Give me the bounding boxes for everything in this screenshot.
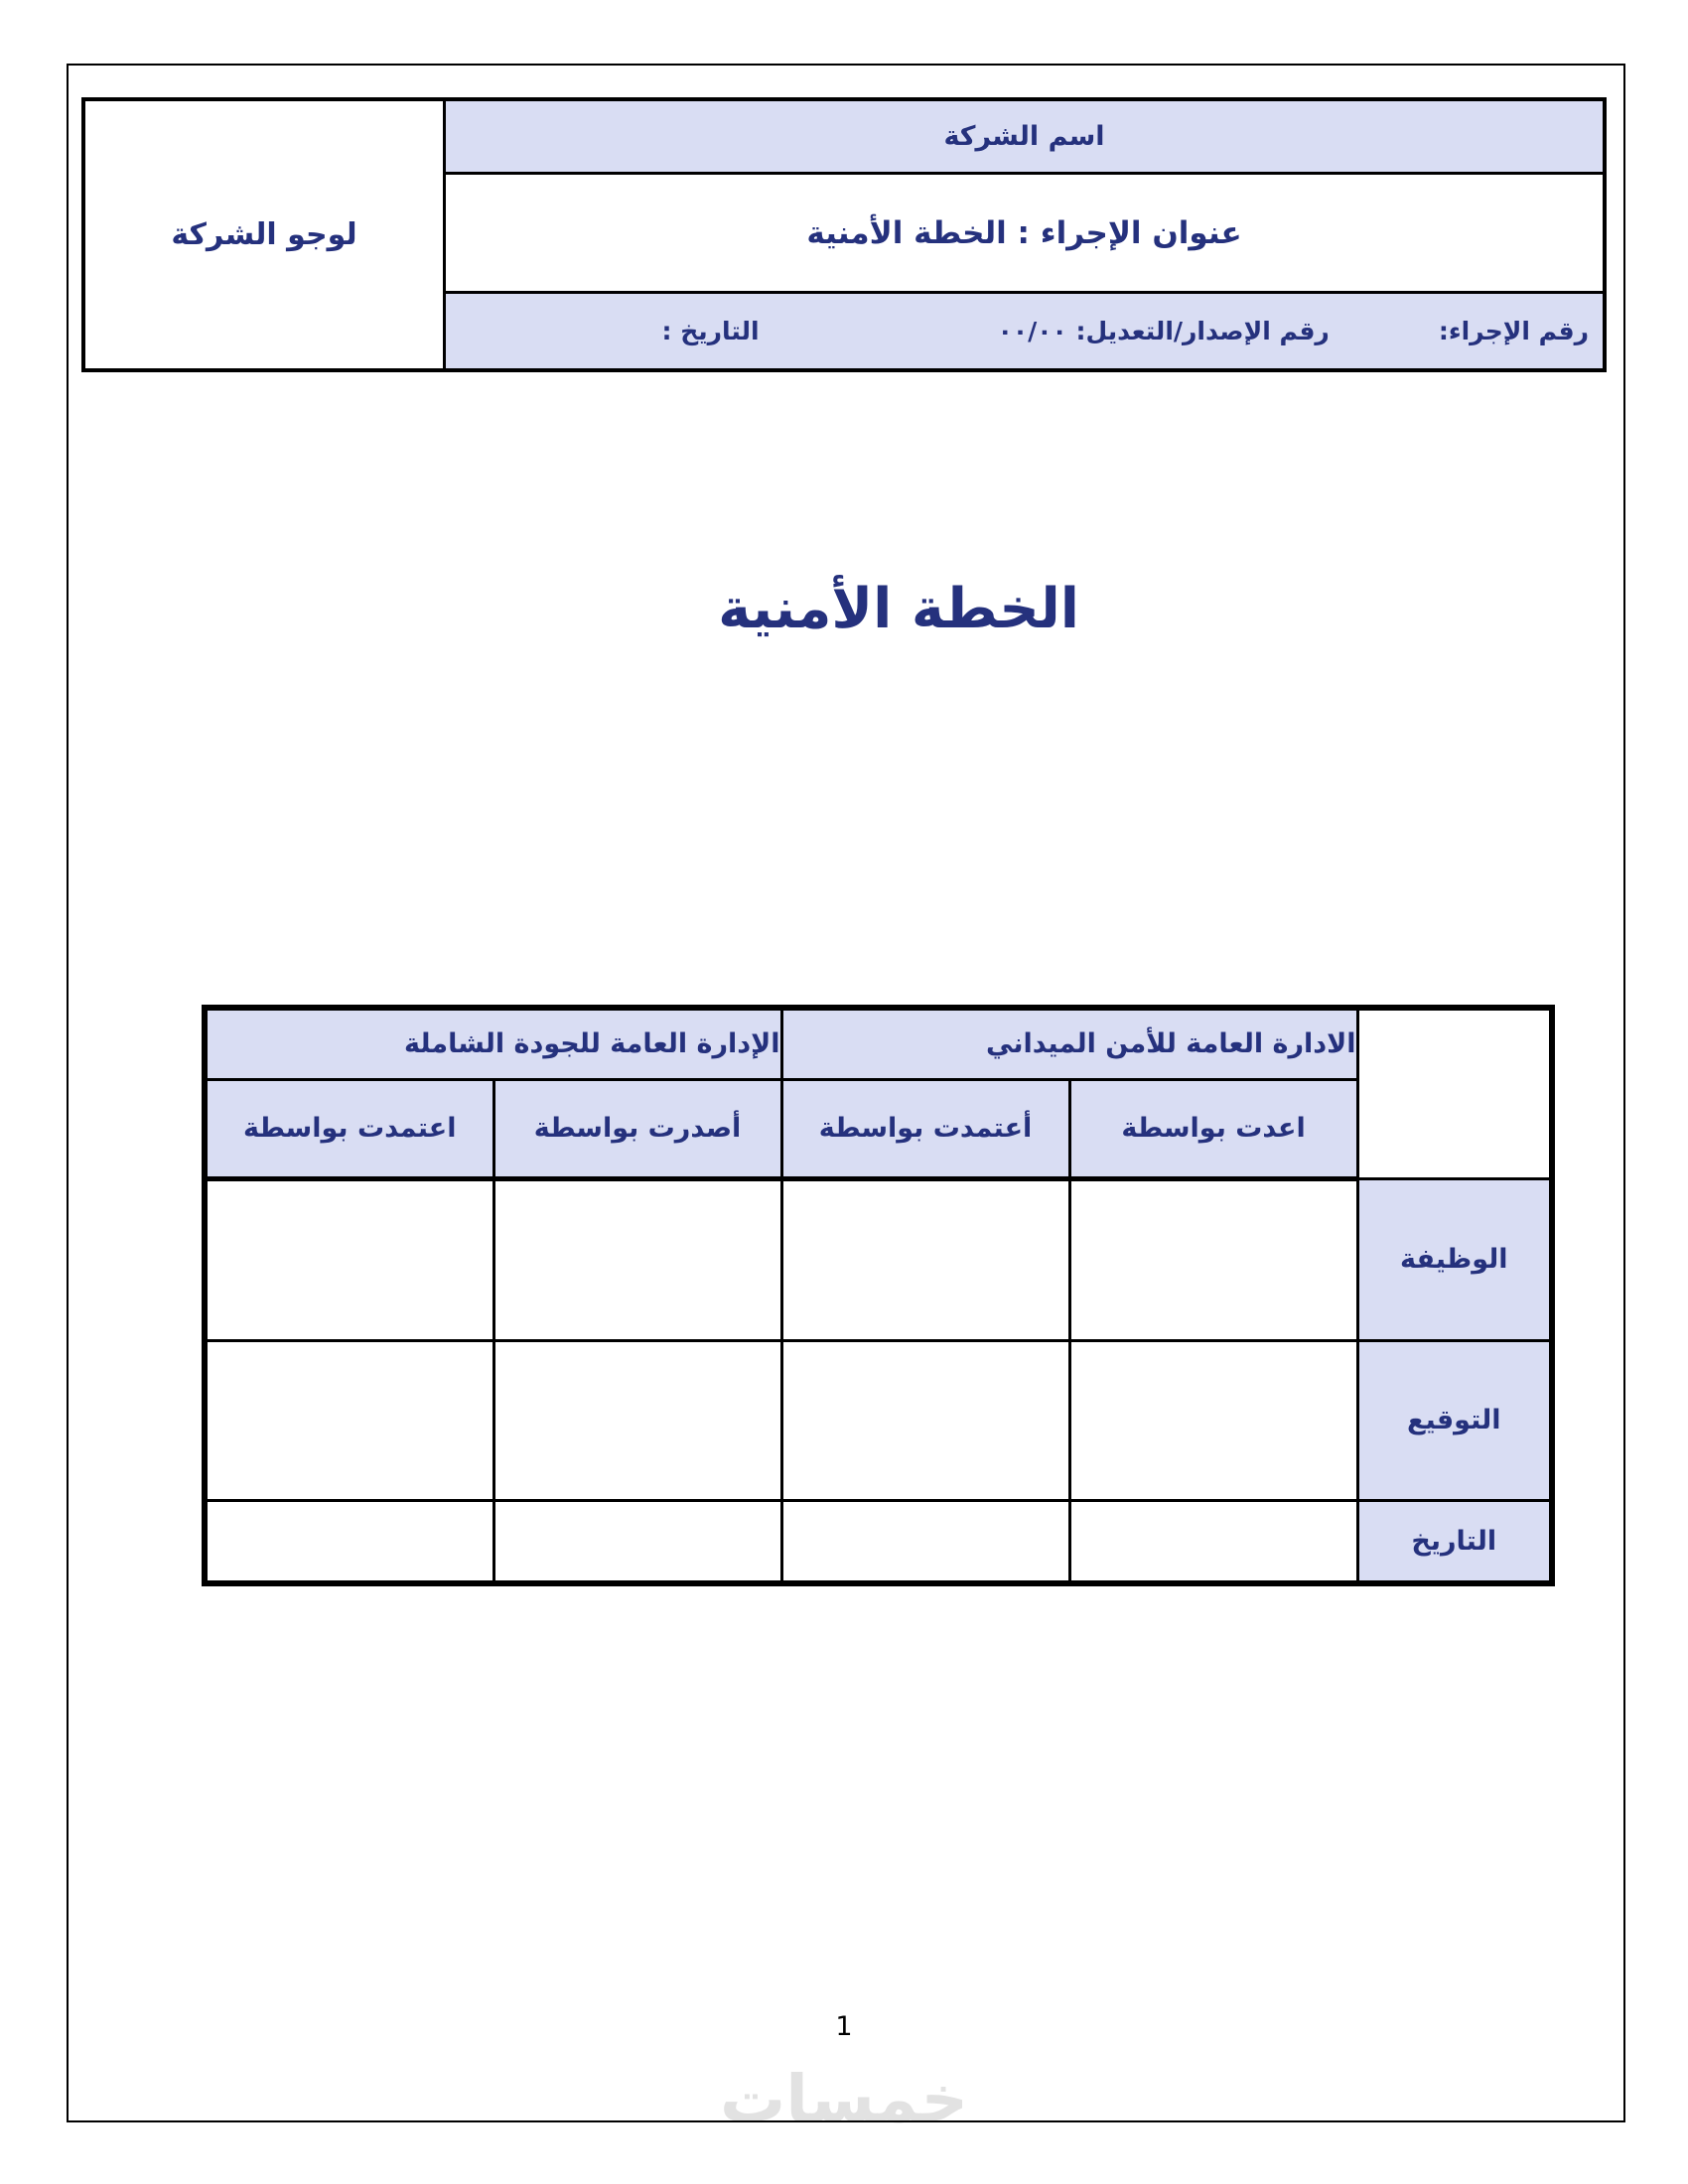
table-row-date bbox=[205, 1500, 1552, 1583]
signature-cell bbox=[1069, 1178, 1357, 1340]
signature-cell bbox=[493, 1178, 781, 1340]
document-title: الخطة الأمنية bbox=[718, 577, 1079, 641]
signature-cell bbox=[493, 1500, 781, 1583]
company-name-cell bbox=[446, 101, 1603, 175]
procedure-meta-cell bbox=[446, 291, 1603, 368]
company-logo-text: لوجو الشركة bbox=[171, 217, 357, 252]
company-name-text: اسم الشركة bbox=[943, 121, 1105, 152]
col-approved-by-quality: اعتمدت بواسطة bbox=[205, 1079, 493, 1178]
signature-cell bbox=[781, 1340, 1069, 1500]
header-table bbox=[81, 97, 1607, 372]
group-field-security: الادارة العامة للأمن الميداني bbox=[781, 1008, 1357, 1079]
col-issued-by: أصدرت بواسطة bbox=[493, 1079, 781, 1178]
page-number: 1 bbox=[835, 2011, 853, 2042]
group-total-quality: الإدارة العامة للجودة الشاملة bbox=[205, 1008, 781, 1079]
procedure-number-label: رقم الإجراء: bbox=[1438, 317, 1589, 345]
approval-table bbox=[202, 1005, 1555, 1586]
row-label-signature: التوقيع bbox=[1357, 1340, 1552, 1500]
row-label-position: الوظيفة bbox=[1357, 1178, 1552, 1340]
date-label: التاريخ : bbox=[661, 317, 760, 345]
col-prepared-by: اعدت بواسطة bbox=[1069, 1079, 1357, 1178]
khamsat-watermark: خمسات bbox=[719, 2061, 969, 2137]
header-right-section bbox=[446, 101, 1603, 368]
row-label-date: التاريخ bbox=[1357, 1500, 1552, 1583]
signature-cell bbox=[205, 1178, 493, 1340]
table-row-signature bbox=[205, 1340, 1552, 1500]
signature-cell bbox=[205, 1500, 493, 1583]
issue-number-label: رقم الإصدار/التعديل: ٠٠/٠٠ bbox=[997, 317, 1330, 345]
group-header-row bbox=[205, 1008, 1552, 1079]
document-title-block bbox=[0, 574, 1688, 646]
col-approved-by-security: أعتمدت بواسطة bbox=[781, 1079, 1069, 1178]
procedure-title-cell bbox=[446, 175, 1603, 291]
table-row-position bbox=[205, 1178, 1552, 1340]
company-logo-cell bbox=[85, 101, 446, 368]
procedure-title-text: عنوان الإجراء : الخطة الأمنية bbox=[806, 214, 1242, 251]
signature-cell bbox=[205, 1340, 493, 1500]
signature-cell bbox=[1069, 1340, 1357, 1500]
corner-empty-cell bbox=[1357, 1008, 1552, 1178]
signature-cell bbox=[1069, 1500, 1357, 1583]
signature-cell bbox=[781, 1178, 1069, 1340]
signature-cell bbox=[493, 1340, 781, 1500]
subheader-row bbox=[205, 1079, 1552, 1178]
signature-cell bbox=[781, 1500, 1069, 1583]
